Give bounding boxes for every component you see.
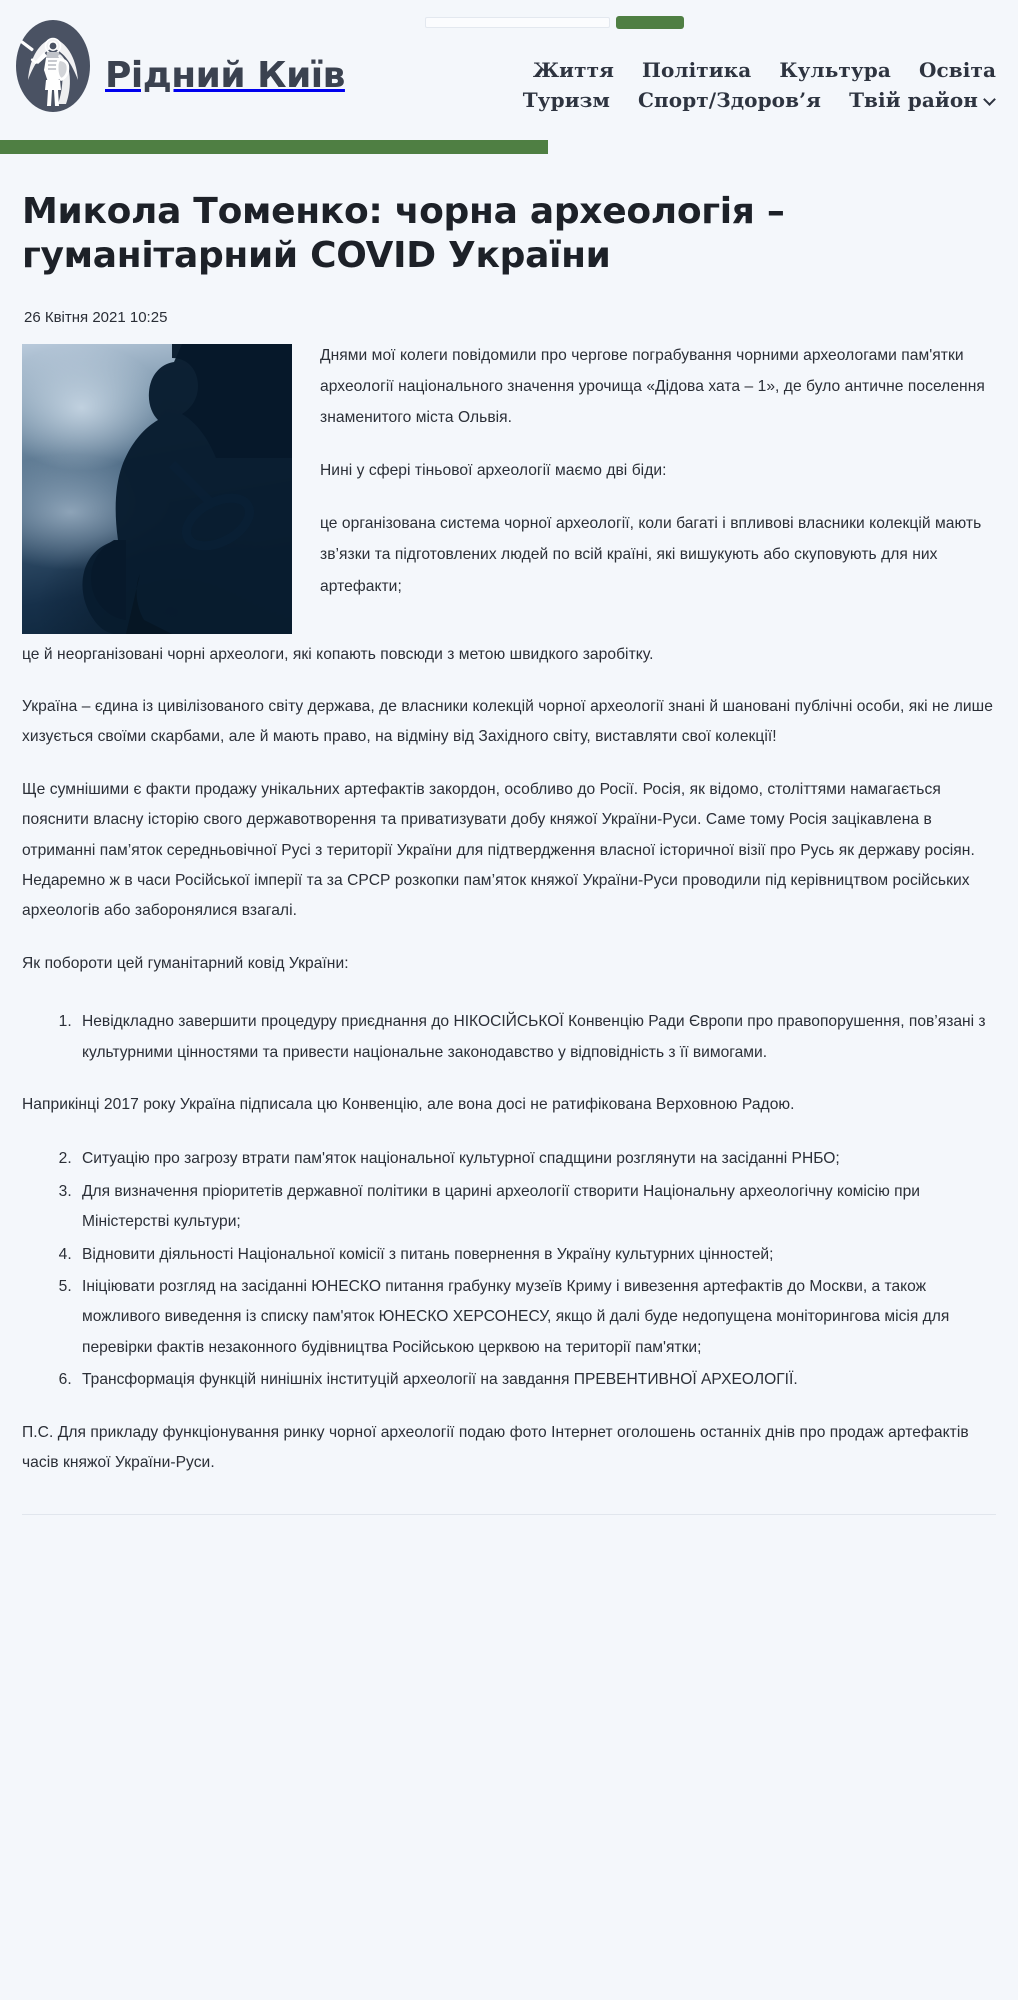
nav-item-sport-zdorovya[interactable]: Спорт/Здоров’я <box>638 88 822 112</box>
nav-item-zhyttya[interactable]: Життя <box>532 58 614 82</box>
metal-detector-silhouette-icon <box>22 344 292 634</box>
search-input[interactable] <box>425 17 610 28</box>
nav-item-tviy-rayon[interactable] <box>849 88 996 112</box>
chevron-down-icon <box>985 94 996 105</box>
nav-item-tviy-rayon-label: Твій район <box>849 88 978 112</box>
article-bottom-divider <box>22 1514 996 1515</box>
nav-item-turyzm[interactable]: Туризм <box>522 88 611 112</box>
nav-item-polityka[interactable]: Політика <box>641 58 752 82</box>
article-paragraph-5: Україна – єдина із цивілізованого світу держава, де власники колекцій чорної археології знані й шановані публічні особи, які не лише хизується своїми скарбами, але й мають право, на відміну від Західного світу, виставляти свої колекції! <box>22 697 993 746</box>
article-lead-block <box>22 340 998 640</box>
nav-item-osvita[interactable]: Освіта <box>918 58 996 82</box>
measures-list-first <box>22 1007 998 1068</box>
list-item: 3. Для визначення пріоритетів державної політики в царині археології створити Національну археологічну комісію при Міністерстві культури; <box>76 1177 998 1238</box>
list-item: 1. Невідкладно завершити процедуру приєднання до НІКОСІЙСЬКОЇ Конвенцію Ради Європи про правопорушення, пов’язані з культурними цінностями та привести національне законодавство у відповідність з її вимогами. <box>76 1007 998 1068</box>
main-navigation <box>416 58 996 118</box>
list-item: 6. Трансформація функцій нинішніх інституцій археології на завдання ПРЕВЕНТИВНОЇ АРХЕОЛОГІЇ. <box>76 1365 998 1395</box>
article-paragraph-4: це й неорганізовані чорні археологи, які копають повсюди з метою швидкого заробітку. <box>22 645 654 663</box>
article-title: Микола Томенко: чорна археологія – гуманітарний COVID України <box>22 191 785 277</box>
measures-list-rest <box>22 1144 998 1395</box>
article-paragraph-9: П.С. Для прикладу функціонування ринку чорної археології подаю фото Інтернет оголошень останніх днів про продаж артефактів часів княжої України-Руси. <box>22 1423 969 1472</box>
article-publish-date: 26 Квітня 2021 10:25 <box>24 308 168 326</box>
site-header <box>0 0 1018 150</box>
site-logo-link[interactable] <box>14 18 345 114</box>
header-green-divider <box>0 140 548 154</box>
nav-row-primary <box>416 58 996 82</box>
article <box>0 190 1018 1478</box>
search-button[interactable] <box>616 16 684 29</box>
nav-row-secondary <box>416 88 996 112</box>
nav-item-kultura[interactable]: Культура <box>779 58 891 82</box>
article-paragraph-8: Наприкінці 2017 року Україна підписала цю Конвенцію, але вона досі не ратифікована Верховною Радою. <box>22 1096 795 1113</box>
article-paragraph-3: це організована система чорної археології, коли багаті і впливові власники колекцій мають зв’язки та підготовлених людей по всій країні, які вишукують або скуповують для них артефакти; <box>320 515 982 595</box>
list-item: 5. Ініціювати розгляд на засіданні ЮНЕСКО питання грабунку музеїв Криму і вивезення артефактів до Москви, а також можливого виведення із списку пам'яток ЮНЕСКО ХЕРСОНЕСУ, якщо й далі буде недопущена моніторингова місія для перевірки фактів незаконного будівництва Російською церквою на території пам'ятки; <box>76 1272 998 1363</box>
kyiv-archangel-crest-icon <box>14 18 92 114</box>
list-item: 2. Ситуацію про загрозу втрати пам'яток національної культурної спадщини розглянути на засіданні РНБО; <box>76 1144 998 1174</box>
article-lead-image <box>22 344 292 634</box>
article-paragraph-6: Ще сумнішими є факти продажу унікальних артефактів закордон, особливо до Росії. Росія, як відомо, століттями намагається пояснити власну історію свого державотворення та приватизувати добу княжої України-Руси. Саме тому Росія зацікавлена в отриманні пам’яток середньовічної Русі з території України для підтвердження власної історичної візії про Русь як державу росіян. Недаремно ж в часи Російської імперії та за СРСР розкопки пам’яток княжої України-Руси проводили під керівництвом російських археологів або заборонялися взагалі. <box>22 780 975 920</box>
top-search-bar <box>425 16 684 29</box>
article-paragraph-1: Днями мої колеги повідомили про чергове пограбування чорними археологами пам'ятки археології національного значення урочища «Дідова хата – 1», де було античне поселення знаменитого міста Ольвія. <box>320 346 985 426</box>
article-paragraph-2: Нині у сфері тіньової археології маємо дві біди: <box>320 462 667 480</box>
article-paragraph-7: Як побороти цей гуманітарний ковід України: <box>22 954 349 972</box>
list-item: 4. Відновити діяльності Національної комісії з питань повернення в Україну культурних цінностей; <box>76 1240 998 1270</box>
site-brand-name: Рідний Київ <box>105 55 345 96</box>
